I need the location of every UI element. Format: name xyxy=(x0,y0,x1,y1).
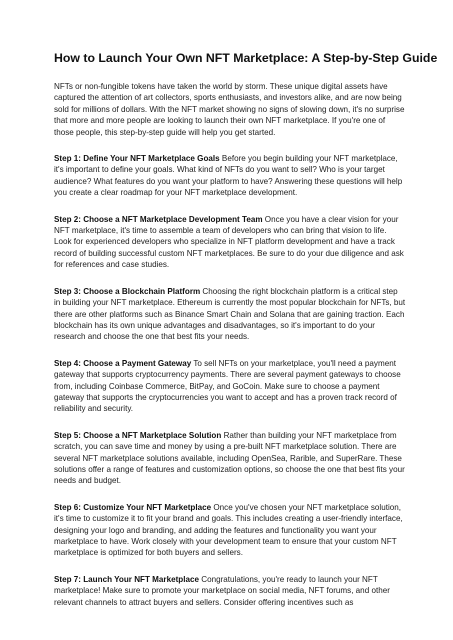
step-1-heading: Step 1: Define Your NFT Marketplace Goals xyxy=(54,154,220,164)
step-6-body: Once you've chosen your NFT marketplace solution, it's time to customize it to fit your brand and goals. This includes creating a user-friendly interface, designing your logo and branding, and adding the features and functionality you want your marketplace to have. Work closely with your development team to ensure that your custom NFT marketplace is optimized for both buyers and sellers. xyxy=(54,502,403,558)
document-title: How to Launch Your Own NFT Marketplace: A Step-by-Step Guide xyxy=(54,51,438,65)
intro-paragraph: NFTs or non-fungible tokens have taken the world by storm. These unique digital assets have captured the attention of art collectors, sports enthusiasts, and investors alike, and are now being sold for millions of dollars. With the NFT market showing no signs of slowing down, it's no surprise that more and more people are looking to launch their own NFT marketplace. If you're one of those people, this step-by-step guide will help you get started. xyxy=(54,82,405,137)
step-7-paragraph xyxy=(54,574,406,608)
step-2-heading: Step 2: Choose a NFT Marketplace Development Team xyxy=(54,214,263,224)
step-3-heading: Step 3: Choose a Blockchain Platform xyxy=(54,286,201,296)
step-2-paragraph xyxy=(54,214,406,271)
step-3-paragraph xyxy=(54,286,406,343)
step-6-paragraph xyxy=(54,502,406,559)
step-2-body: Once you have a clear vision for your NFT marketplace, it's time to assemble a team of developers who can bring that vision to life. Look for experienced developers who specialize in NFT platform development and have a track record of building successful custom NFT marketplaces. Be sure to do your due diligence and ask for references and case studies. xyxy=(54,214,404,270)
step-5-heading: Step 5: Choose a NFT Marketplace Solution xyxy=(54,430,222,440)
step-3-body: Choosing the right blockchain platform is a critical step in building your NFT marketplace. Ethereum is currently the most popular blockchain for NFTs, but there are other platforms such as Binance Smart Chain and Solana that are gaining traction. Each blockchain has its own unique advantages and disadvantages, so it's important to do your research and choose the one that best fits your needs. xyxy=(54,286,406,342)
step-4-body: To sell NFTs on your marketplace, you'll need a payment gateway that supports cryptocurrency payments. There are several payment gateways to choose from, including Coinbase Commerce, BitPay, and GoCoin. Make sure to choose a payment gateway that supports the cryptocurrencies you want to accept and has a proven track record of reliability and security. xyxy=(54,358,401,414)
step-5-body: Rather than building your NFT marketplace from scratch, you can save time and money by using a pre-built NFT marketplace solution. There are several NFT marketplace solutions available, including OpenSea, Rarible, and SuperRare. These solutions offer a range of features and customization options, so choose the one that best fits your needs and budget. xyxy=(54,430,405,486)
document-page xyxy=(54,50,438,623)
step-6-heading: Step 6: Customize Your NFT Marketplace xyxy=(54,502,212,512)
step-4-paragraph xyxy=(54,358,406,415)
step-5-paragraph xyxy=(54,430,406,487)
step-4-heading: Step 4: Choose a Payment Gateway xyxy=(54,358,192,368)
step-1-paragraph xyxy=(54,153,406,199)
step-1-body: Before you begin building your NFT marketplace, it's important to define your goals. What kind of NFTs do you want to sell? Who is your target audience? What features do you want your platform to have? Answering these questions will help you create a clear roadmap for your NFT marketplace development. xyxy=(54,154,403,198)
step-7-heading: Step 7: Launch Your NFT Marketplace xyxy=(54,574,199,584)
step-7-body: Congratulations, you're ready to launch your NFT marketplace! Make sure to promote your marketplace on social media, NFT forums, and other relevant channels to attract buyers and sellers. Consider offering incentives such as xyxy=(54,574,390,607)
